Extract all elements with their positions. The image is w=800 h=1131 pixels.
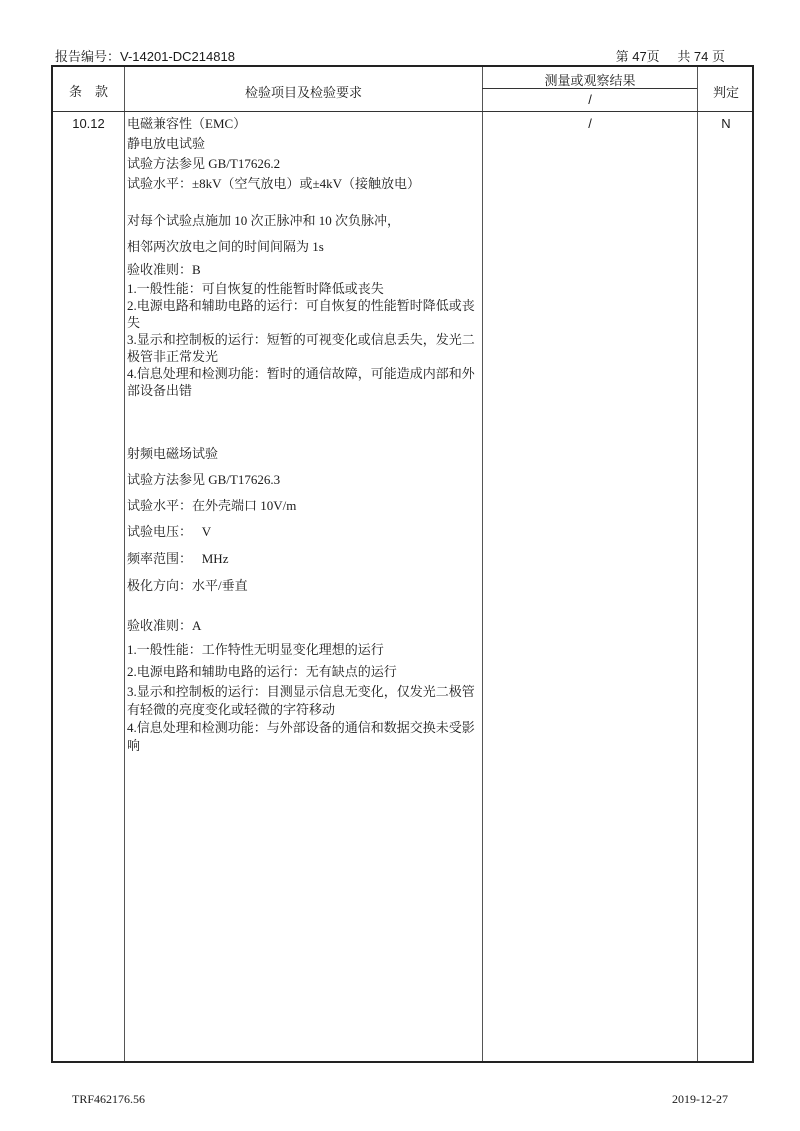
criterion-item: 4.信息处理和检测功能：与外部设备的通信和数据交换未受影响 (127, 720, 475, 753)
header-clause: 条 款 (68, 84, 108, 99)
column-divider (124, 67, 125, 1061)
test-name: 静电放电试验 (127, 136, 206, 151)
test-level: 试验水平：±8kV（空气放电）或±4kV（接触放电） (127, 176, 421, 191)
header-verdict: 判定 (712, 85, 739, 100)
footer-date: 2019-12-27 (672, 1092, 728, 1106)
column-divider (697, 67, 698, 1061)
page-total: 共 74 页 (677, 49, 725, 64)
requirements-text (127, 114, 483, 755)
criterion-item: 1.一般性能：可自恢复的性能暂时降低或丧失 (127, 281, 384, 296)
test-voltage: 试验电压： V (127, 524, 212, 539)
report-number: 报告编号：V-14201-DC214818 (55, 49, 235, 64)
clause-number: 10.12 (72, 116, 105, 131)
acceptance-criterion: 验收准则：B (127, 262, 201, 277)
criterion-item: 4.信息处理和检测功能：暂时的通信故障，可能造成内部和外部设备出错 (127, 366, 475, 398)
test-procedure: 对每个试验点施加 10 次正脉冲和 10 次负脉冲， (127, 213, 401, 228)
frequency-range: 频率范围： MHz (127, 551, 229, 566)
criterion-item: 1.一般性能：工作特性无明显变化理想的运行 (127, 642, 384, 657)
header-results-sub: / (588, 92, 592, 107)
criterion-item: 2.电源电路和辅助电路的运行：无有缺点的运行 (127, 664, 397, 679)
acceptance-criterion: 验收准则：A (127, 618, 202, 633)
section-title: 电磁兼容性（EMC） (127, 116, 247, 131)
page-info (602, 46, 725, 65)
criterion-item: 3.显示和控制板的运行：短暂的可视变化或信息丢失，发光二极管非正常发光 (127, 332, 475, 364)
polarization: 极化方向：水平/垂直 (127, 578, 248, 593)
verdict-value: N (721, 116, 731, 131)
result-value: / (588, 116, 592, 131)
header-results: 测量或观察结果 (544, 73, 636, 88)
header-item-requirements: 检验项目及检验要求 (244, 85, 362, 100)
test-method: 试验方法参见 GB/T17626.3 (127, 472, 281, 487)
header-bottom-line (53, 111, 752, 112)
form-code: TRF462176.56 (72, 1092, 146, 1106)
test-interval: 相邻两次放电之间的时间间隔为 1s (127, 239, 324, 254)
page-header (55, 46, 755, 64)
criterion-item: 3.显示和控制板的运行：目测显示信息无变化，仅发光二极管有轻微的亮度变化或轻微的字符移动 (127, 684, 475, 717)
test-name: 射频电磁场试验 (127, 446, 219, 461)
page-current: 第 47页 (615, 49, 660, 64)
test-method: 试验方法参见 GB/T17626.2 (127, 156, 281, 171)
inspection-table (51, 65, 754, 1063)
test-level: 试验水平：在外壳端口 10V/m (127, 498, 297, 513)
criterion-item: 2.电源电路和辅助电路的运行：可自恢复的性能暂时降低或丧失 (127, 298, 475, 330)
